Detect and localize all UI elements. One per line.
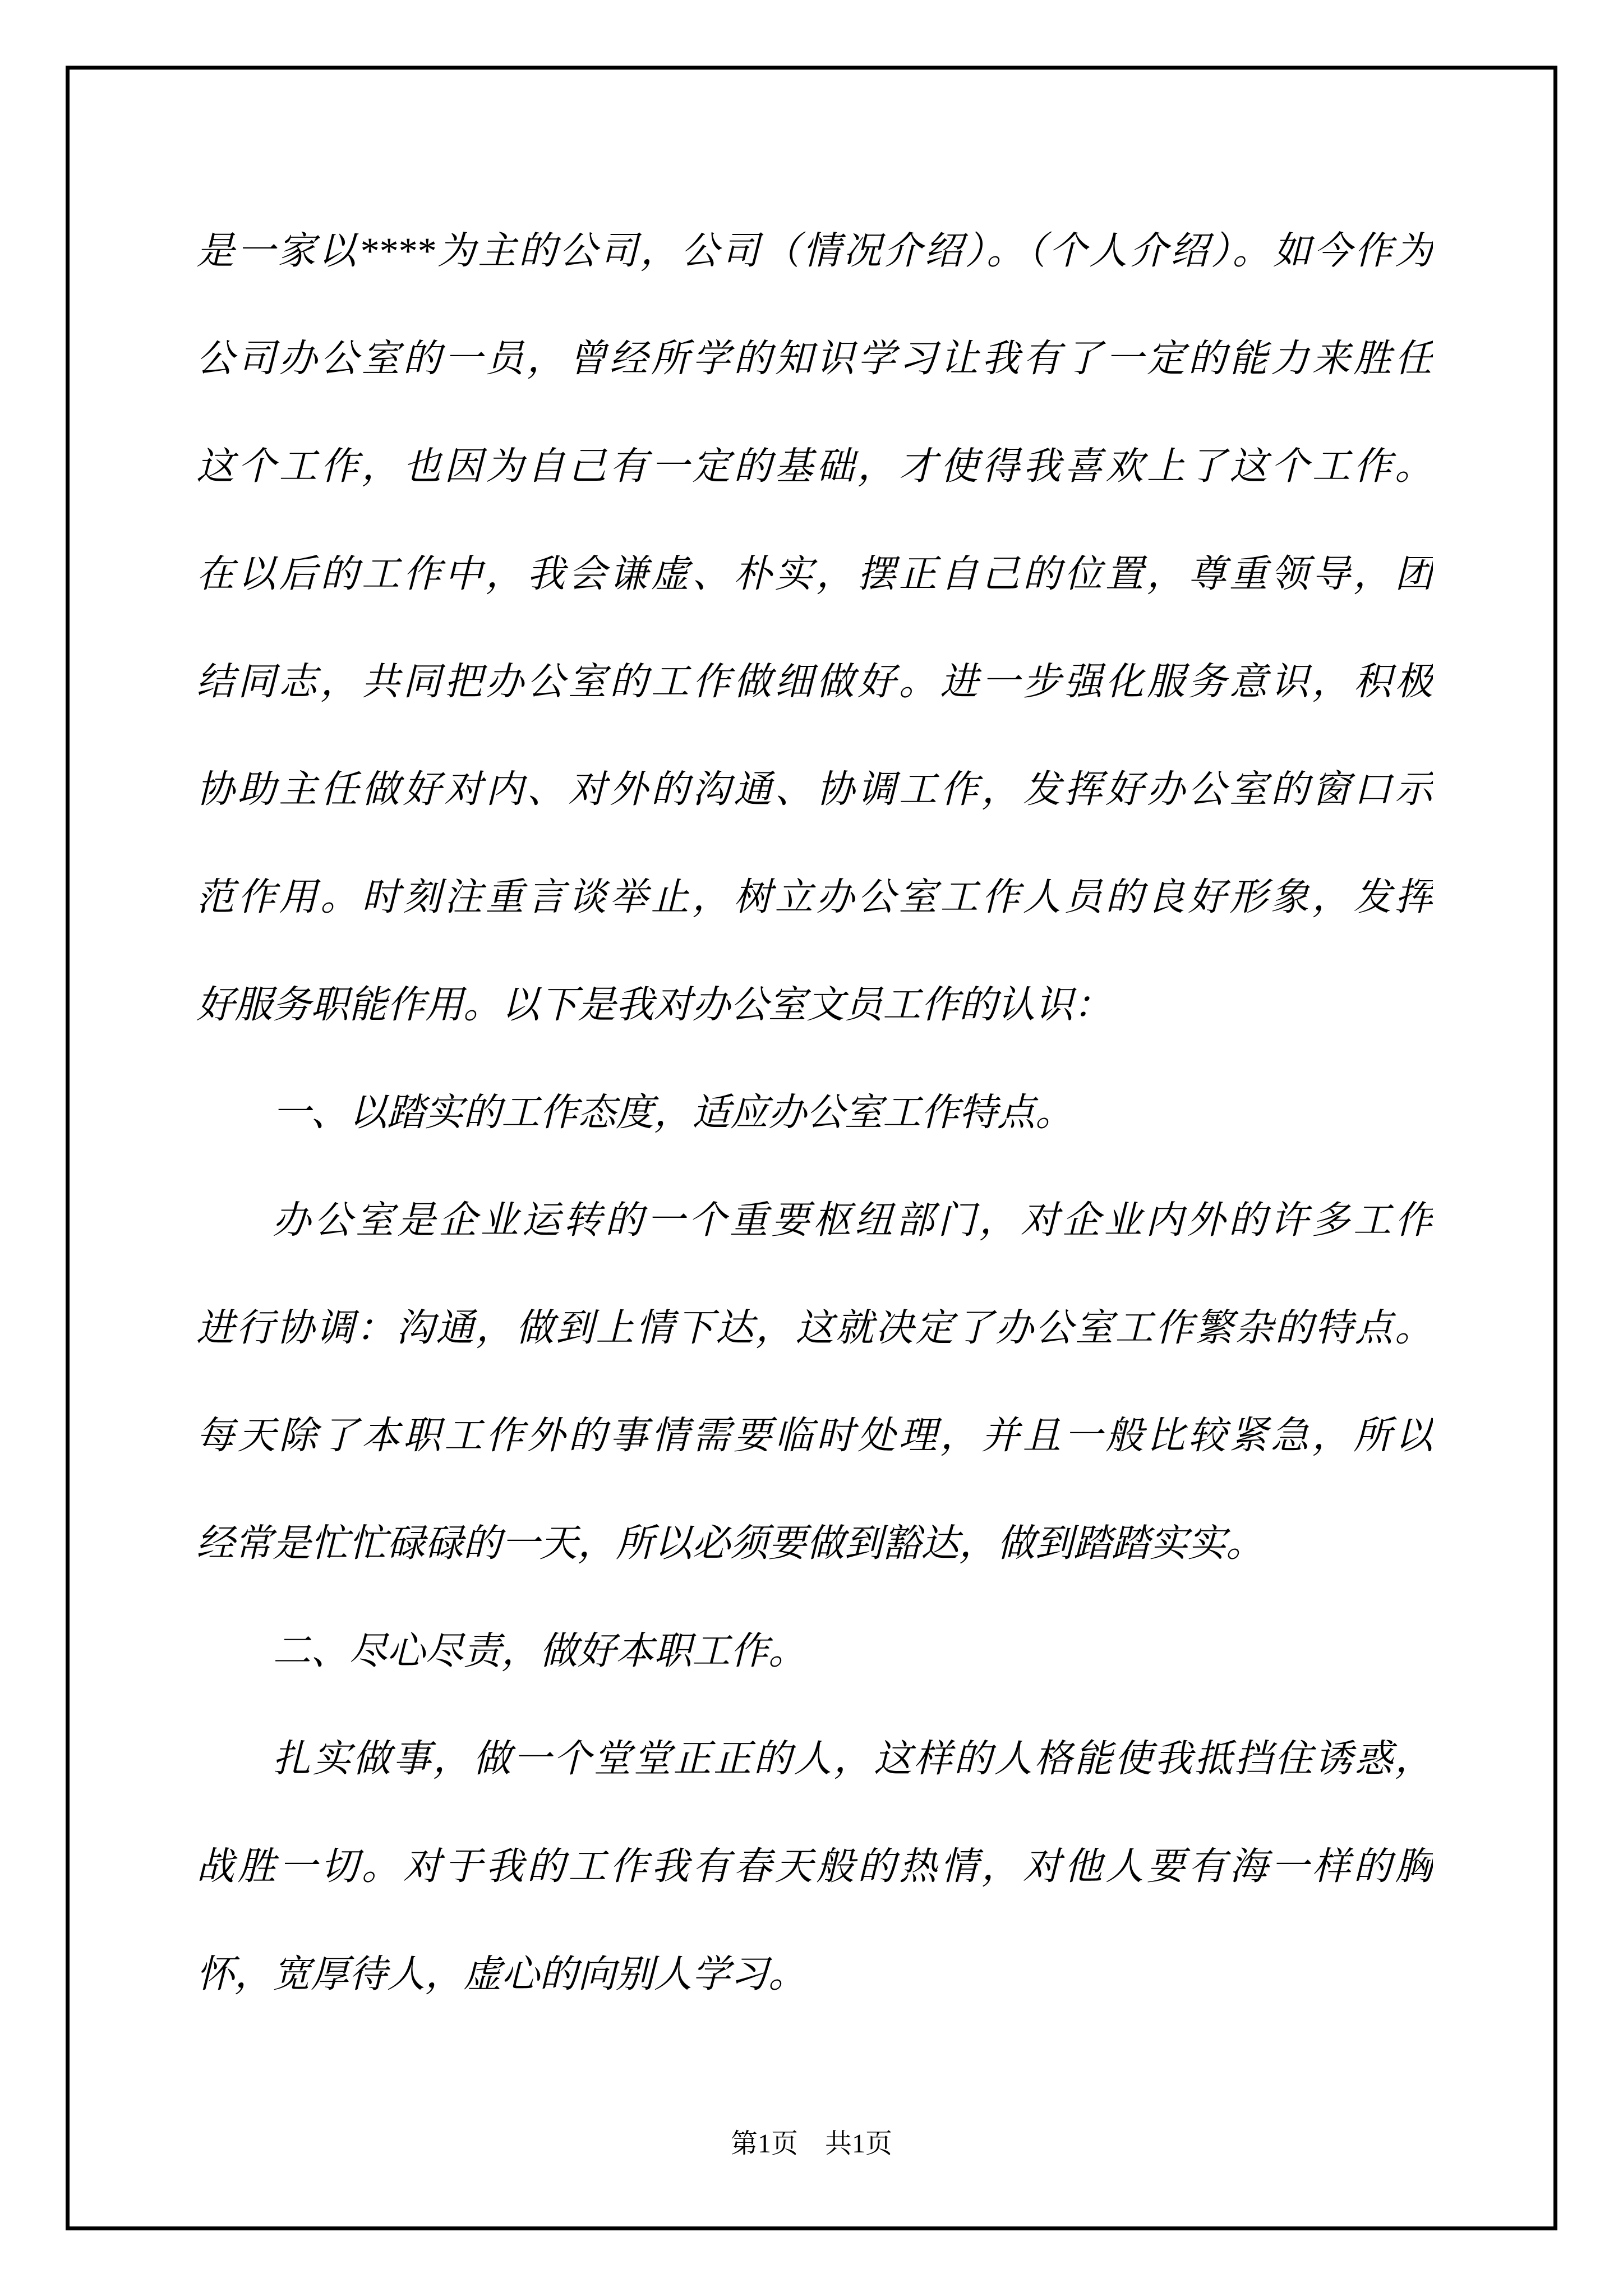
- page-footer: [0, 2122, 1623, 2166]
- text-line: 扎实做事，做一个堂堂正正的人，这样的人格能使我抵挡住诱惑，: [273, 1737, 1433, 1780]
- text-line-heading-1: 一、以踏实的工作态度，适应办公室工作特点。: [273, 1091, 1074, 1134]
- text-line-heading-2: 二、尽心尽责，做好本职工作。: [273, 1630, 807, 1672]
- text-line: 是一家以****为主的公司，公司（情况介绍）。（个人介绍）。如今作为: [196, 229, 1433, 272]
- page-number-indicator: 第1页 共1页: [730, 2129, 892, 2159]
- text-line: 结同志，共同把办公室的工作做细做好。进一步强化服务意识，积极: [196, 660, 1433, 703]
- document-body: [196, 197, 1433, 2028]
- text-line: 协助主任做好对内、对外的沟通、协调工作，发挥好办公室的窗口示: [196, 768, 1433, 811]
- text-line-paragraph-end: 怀，宽厚待人，虚心的向别人学习。: [196, 1953, 807, 1995]
- text-line: 战胜一切。对于我的工作我有春天般的热情，对他人要有海一样的胸: [196, 1845, 1433, 1888]
- text-line-paragraph-end: 经常是忙忙碌碌的一天，所以必须要做到豁达，做到踏踏实实。: [196, 1522, 1265, 1565]
- text-line: 每天除了本职工作外的事情需要临时处理，并且一般比较紧急，所以: [196, 1414, 1433, 1457]
- text-line: 在以后的工作中，我会谦虚、朴实，摆正自己的位置，尊重领导，团: [196, 553, 1433, 595]
- text-line: 范作用。时刻注重言谈举止，树立办公室工作人员的良好形象，发挥: [196, 876, 1433, 918]
- text-line: 这个工作，也因为自己有一定的基础，才使得我喜欢上了这个工作。: [196, 445, 1433, 487]
- text-line-paragraph-end: 好服务职能作用。以下是我对办公室文员工作的认识：: [196, 983, 1112, 1026]
- text-line: 进行协调：沟通，做到上情下达，这就决定了办公室工作繁杂的特点。: [196, 1306, 1433, 1349]
- text-line: 公司办公室的一员，曾经所学的知识学习让我有了一定的能力来胜任: [196, 337, 1433, 380]
- text-line: 办公室是企业运转的一个重要枢纽部门，对企业内外的许多工作: [273, 1199, 1433, 1241]
